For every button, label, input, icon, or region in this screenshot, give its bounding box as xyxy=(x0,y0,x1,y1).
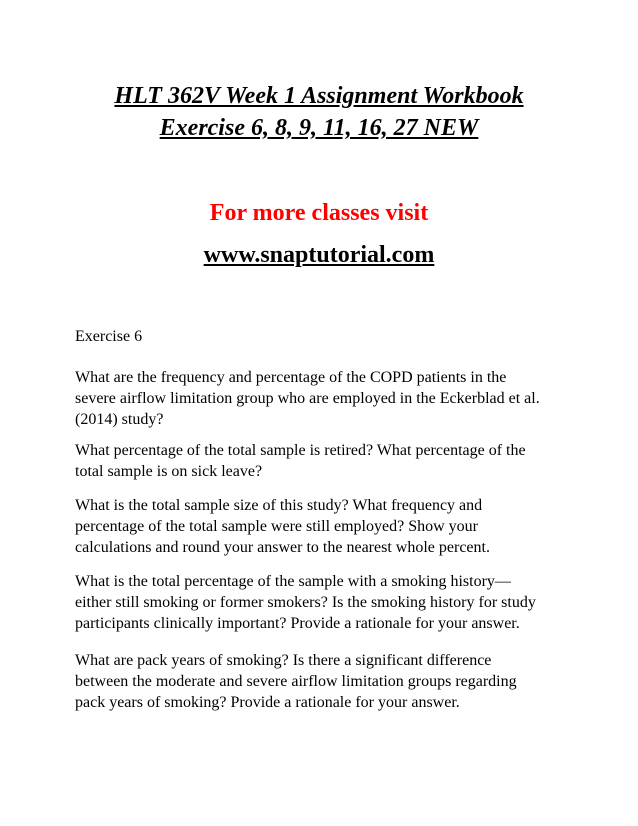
question-5-line-3: pack years of smoking? Provide a rationale for your answer. xyxy=(75,694,460,711)
question-3-line-1: What is the total sample size of this study? What frequency and xyxy=(75,497,483,514)
question-1-line-3: (2014) study? xyxy=(75,411,164,428)
question-4 xyxy=(75,571,575,634)
question-3 xyxy=(75,495,575,558)
question-2-line-2: total sample is on sick leave? xyxy=(75,463,263,480)
question-1 xyxy=(75,367,575,430)
promo-text: For more classes visit xyxy=(209,200,429,226)
document-title-line-2: Exercise 6, 8, 9, 11, 16, 27 NEW xyxy=(159,115,479,141)
promo-link[interactable]: www.snaptutorial.com xyxy=(203,242,435,268)
question-5 xyxy=(75,650,575,713)
question-4-line-3: participants clinically important? Provide a rationale for your answer. xyxy=(75,615,520,632)
question-4-line-1: What is the total percentage of the sample with a smoking history— xyxy=(75,573,511,590)
question-1-line-1: What are the frequency and percentage of the COPD patients in the xyxy=(75,369,507,386)
question-2-line-1: What percentage of the total sample is retired? What percentage of the xyxy=(75,442,526,459)
question-5-line-1: What are pack years of smoking? Is there a significant difference xyxy=(75,652,492,669)
question-2 xyxy=(75,440,575,482)
question-4-line-2: either still smoking or former smokers? Is the smoking history for study xyxy=(75,594,536,611)
question-3-line-3: calculations and round your answer to the nearest whole percent. xyxy=(75,539,490,556)
question-5-line-2: between the moderate and severe airflow limitation groups regarding xyxy=(75,673,517,690)
exercise-label: Exercise 6 xyxy=(75,328,143,345)
question-3-line-2: percentage of the total sample were still employed? Show your xyxy=(75,518,478,535)
document-title-line-1: HLT 362V Week 1 Assignment Workbook xyxy=(114,83,524,109)
question-1-line-2: severe airflow limitation group who are employed in the Eckerblad et al. xyxy=(75,390,540,407)
